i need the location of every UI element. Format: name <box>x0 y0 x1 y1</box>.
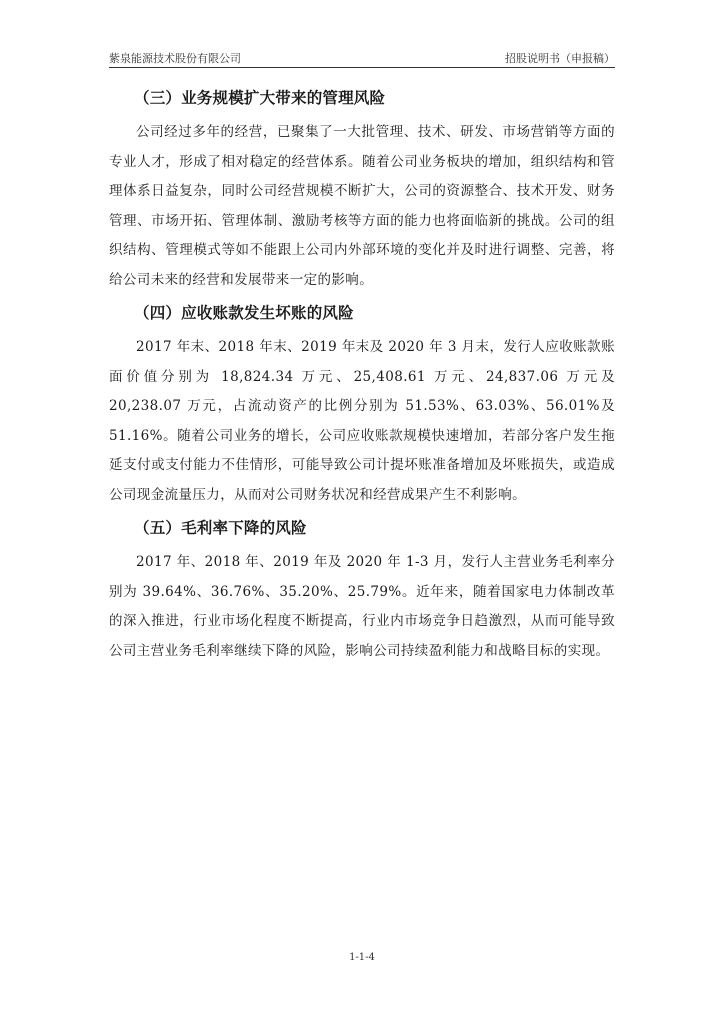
document-body <box>109 86 615 672</box>
page-number: 1-1-4 <box>349 952 375 963</box>
header-divider <box>109 67 615 68</box>
section-paragraph: 公司经过多年的经营，已聚集了一大批管理、技术、研发、市场营销等方面的专业人才，形成了相对稳定的经营体系。随着公司业务板块的增加，组织结构和管理体系日益复杂，同时公司经营规模不断扩大，公司的资源整合、技术开发、财务管理、市场开拓、管理体制、激励考核等方面的能力也将面临新的挑战。公司的组织结构、管理模式等如不能跟上公司内外部环境的变化并及时进行调整、完善，将给公司未来的经营和发展带来一定的影响。 <box>109 124 615 288</box>
section-paragraph: 2017 年、2018 年、2019 年及 2020 年 1-3 月，发行人主营业务毛利率分别为 39.64%、36.76%、35.20%、25.79%。近年来，随着国家电力体制改革的深入推进，行业市场化程度不断提高，行业内市场竞争日趋激烈，从而可能导致公司主营业务毛利率继续下降的风险，影响公司持续盈利能力和战略目标的实现。 <box>109 554 615 659</box>
header-document-type: 招股说明书（申报稿） <box>505 52 615 65</box>
section-gross-margin-risk <box>109 516 615 666</box>
section-title: （四）应收账款发生坏账的风险 <box>134 304 354 322</box>
section-title: （三）业务规模扩大带来的管理风险 <box>134 89 386 107</box>
section-paragraph: 2017 年末、2018 年末、2019 年末及 2020 年 3 月末，发行人应收账款账面价值分别为 18,824.34 万元、25,408.61 万元、24,837.06 万元及 20,238.07 万元，占流动资产的比例分别为 51.53%、63.03%、56.01%及 51.16%。随着公司业务的增长，公司应收账款规模快速增加，若部分客户发生拖延支付或支付能力不佳情形，可能导致公司计提坏账准备增加及坏账损失，或造成公司现金流量压力，从而对公司财务状况和经营成果产生不利影响。 <box>109 339 615 503</box>
section-management-risk <box>109 86 615 295</box>
page-header <box>109 50 615 66</box>
header-company-name: 紫泉能源技术股份有限公司 <box>109 52 241 65</box>
section-title: （五）毛利率下降的风险 <box>134 519 307 537</box>
section-receivables-risk <box>109 301 615 510</box>
